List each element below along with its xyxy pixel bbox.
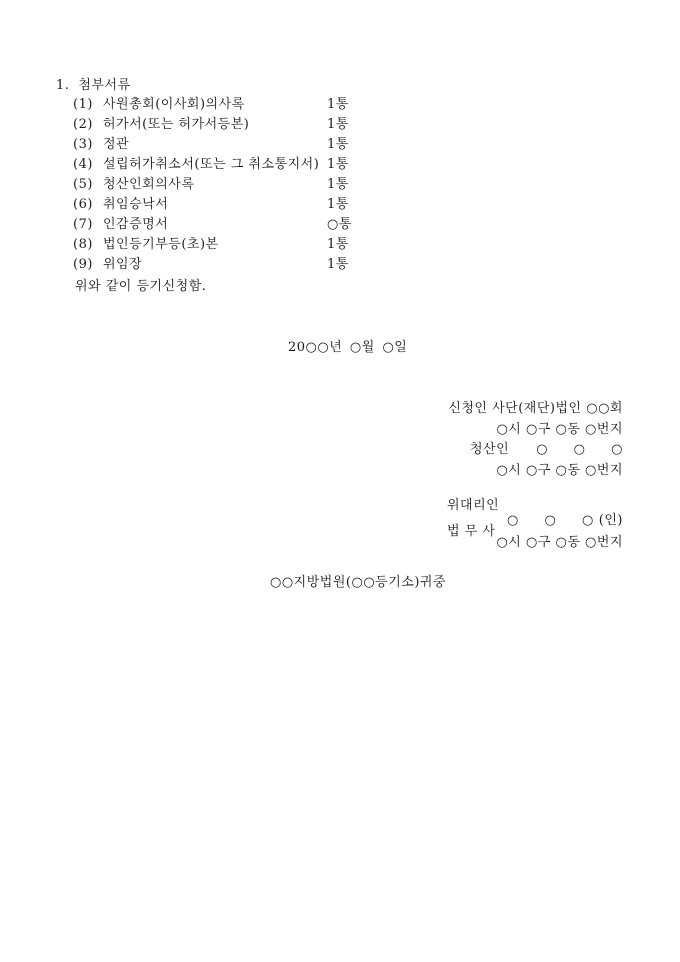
attachment-name: 정관 bbox=[103, 137, 130, 152]
liquidator-address: ○시 ○구 ○동 ○번지 bbox=[496, 463, 623, 478]
attachment-name: 법인등기부등(초)본 bbox=[103, 237, 219, 252]
agent-seal-mark: (인) bbox=[598, 513, 623, 528]
attachment-row-3 bbox=[73, 135, 373, 155]
attachment-number: (1) bbox=[73, 97, 93, 112]
attachment-count: 1통 bbox=[327, 97, 349, 112]
date-line: 20○○년 ○월 ○일 bbox=[288, 340, 408, 355]
attachment-row-8 bbox=[73, 235, 373, 255]
attachment-name: 위임장 bbox=[103, 257, 143, 272]
attachment-row-2 bbox=[73, 115, 373, 135]
attachment-count: 1통 bbox=[327, 237, 349, 252]
attachment-name: 취임승낙서 bbox=[103, 197, 169, 212]
attachment-row-6 bbox=[73, 195, 373, 215]
attachment-name: 인감증명서 bbox=[103, 217, 169, 232]
attachment-row-7 bbox=[73, 215, 373, 235]
agent-label-bottom: 법 무 사 bbox=[447, 524, 496, 539]
liquidator-label: 청산인 bbox=[470, 442, 510, 457]
attachment-row-1 bbox=[73, 95, 373, 115]
closing-statement: 위와 같이 등기신청함. bbox=[75, 279, 207, 294]
attachment-number: (6) bbox=[73, 197, 93, 212]
attachment-row-9 bbox=[73, 255, 373, 275]
attachment-number: (5) bbox=[73, 177, 93, 192]
attachment-count: 1통 bbox=[327, 137, 349, 152]
agent-name: ○ ○ ○ bbox=[507, 513, 594, 528]
attachment-count: 1통 bbox=[327, 177, 349, 192]
agent-block bbox=[447, 498, 623, 560]
attachment-count: 1통 bbox=[327, 157, 349, 172]
applicant-address: ○시 ○구 ○동 ○번지 bbox=[496, 422, 623, 437]
attachment-name: 사원총회(이사회)의사록 bbox=[103, 97, 245, 112]
section-number: 1. bbox=[56, 78, 70, 93]
attachment-row-4 bbox=[73, 155, 373, 175]
agent-address: ○시 ○구 ○동 ○번지 bbox=[496, 535, 623, 550]
attachment-count: 1통 bbox=[327, 117, 349, 132]
liquidator-line bbox=[447, 440, 623, 460]
attachment-count: 1통 bbox=[327, 197, 349, 212]
attachment-count: ○통 bbox=[327, 217, 352, 232]
attachment-number: (8) bbox=[73, 237, 93, 252]
agent-label-top: 위대리인 bbox=[447, 498, 500, 513]
liquidator-name: ○ ○ ○ bbox=[536, 442, 623, 457]
attachment-name: 청산인회의사록 bbox=[103, 177, 195, 192]
attachment-list bbox=[73, 95, 373, 275]
attachment-name: 허가서(또는 허가서등본) bbox=[103, 117, 250, 132]
attachment-number: (2) bbox=[73, 117, 93, 132]
applicant-line: 신청인 사단(재단)법인 ○○회 bbox=[448, 401, 623, 416]
attachment-number: (3) bbox=[73, 137, 93, 152]
attachment-name: 설립허가취소서(또는 그 취소통지서) bbox=[103, 157, 320, 172]
attachment-number: (9) bbox=[73, 257, 93, 272]
attachment-number: (7) bbox=[73, 217, 93, 232]
agent-name-line bbox=[507, 513, 623, 529]
attachment-number: (4) bbox=[73, 157, 93, 172]
section-title bbox=[56, 77, 131, 95]
section-title-text: 첨부서류 bbox=[78, 78, 131, 93]
attachment-count: 1통 bbox=[327, 257, 349, 272]
attachment-row-5 bbox=[73, 175, 373, 195]
court-addressee: ○○지방법원(○○등기소)귀중 bbox=[270, 575, 447, 590]
signature-block bbox=[447, 398, 623, 560]
